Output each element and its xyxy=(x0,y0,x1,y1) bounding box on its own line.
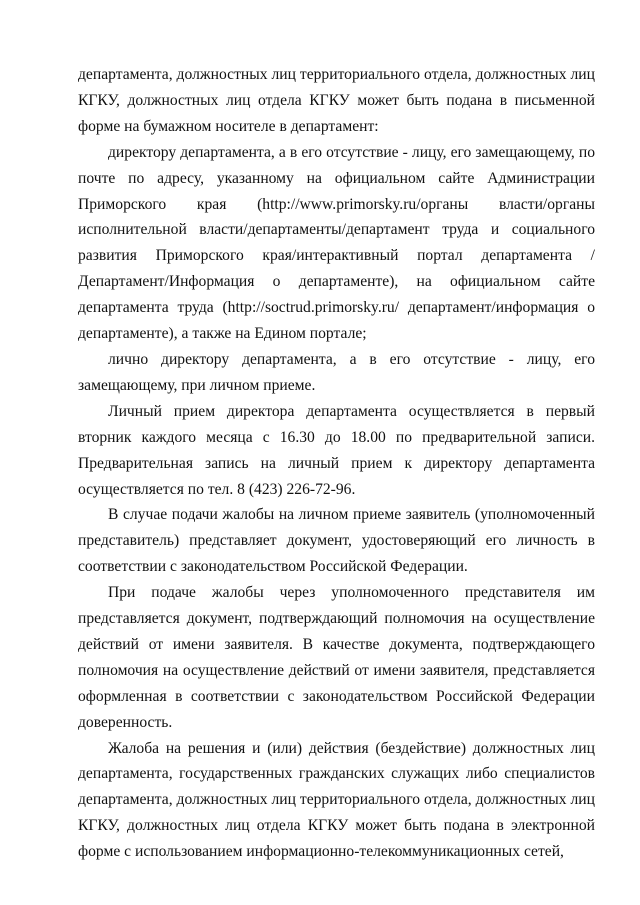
paragraph-identity-document: В случае подачи жалобы на личном приеме заявитель (уполномоченный представитель) представляет документ, удостоверяющий его личность в соответствии с законодательством Российской Федерации. xyxy=(78,506,595,576)
paragraph-director-mail: директору департамента, а в его отсутствие - лицу, его замещающему, по почте по адресу, указанному на официальном сайте Администрации Приморского края (http://www.primorsky.ru/органы власти/органы исполнительной власти/департаменты/департамент труда и социального развития Приморского края/интерактивный портал департамента /Департамент/Информация о департаменте), на официальном сайте департамента труда (http://soctrud.primorsky.ru/ департамент/информация о департаменте), а также на Едином портале; xyxy=(78,143,595,343)
paragraph-reception-schedule: Личный прием директора департамента осуществляется в первый вторник каждого месяца с 16.30 до 18.00 по предварительной записи. Предварительная запись на личный прием к директору департамента осуществляется по тел. 8 (423) 226-72-96. xyxy=(78,402,595,498)
paragraph-representative: При подаче жалобы через уполномоченного представителя им представляется документ, подтверждающий полномочия на осуществление действий от имени заявителя. В качестве документа, подтверждающего полномочия на осуществление действий от имени заявителя, представляется оформленная в соответствии с законодательством Российской Федерации доверенность. xyxy=(78,584,595,731)
document-page xyxy=(78,62,595,865)
paragraph-continuation: департамента, должностных лиц территориального отдела, должностных лиц КГКУ, должностных лиц отдела КГКУ может быть подана в письменной форме на бумажном носителе в департамент: xyxy=(78,66,595,135)
paragraph-electronic-complaint: Жалоба на решения и (или) действия (бездействие) должностных лиц департамента, государственных гражданских служащих либо специалистов департамента, должностных лиц территориального отдела, должностных лиц КГКУ, должностных лиц отдела КГКУ может быть подана в электронной форме с использованием информационно-телекоммуникационных сетей, xyxy=(78,739,595,861)
paragraph-personal-delivery: лично директору департамента, а в его отсутствие - лицу, его замещающему, при личном приеме. xyxy=(78,350,595,394)
